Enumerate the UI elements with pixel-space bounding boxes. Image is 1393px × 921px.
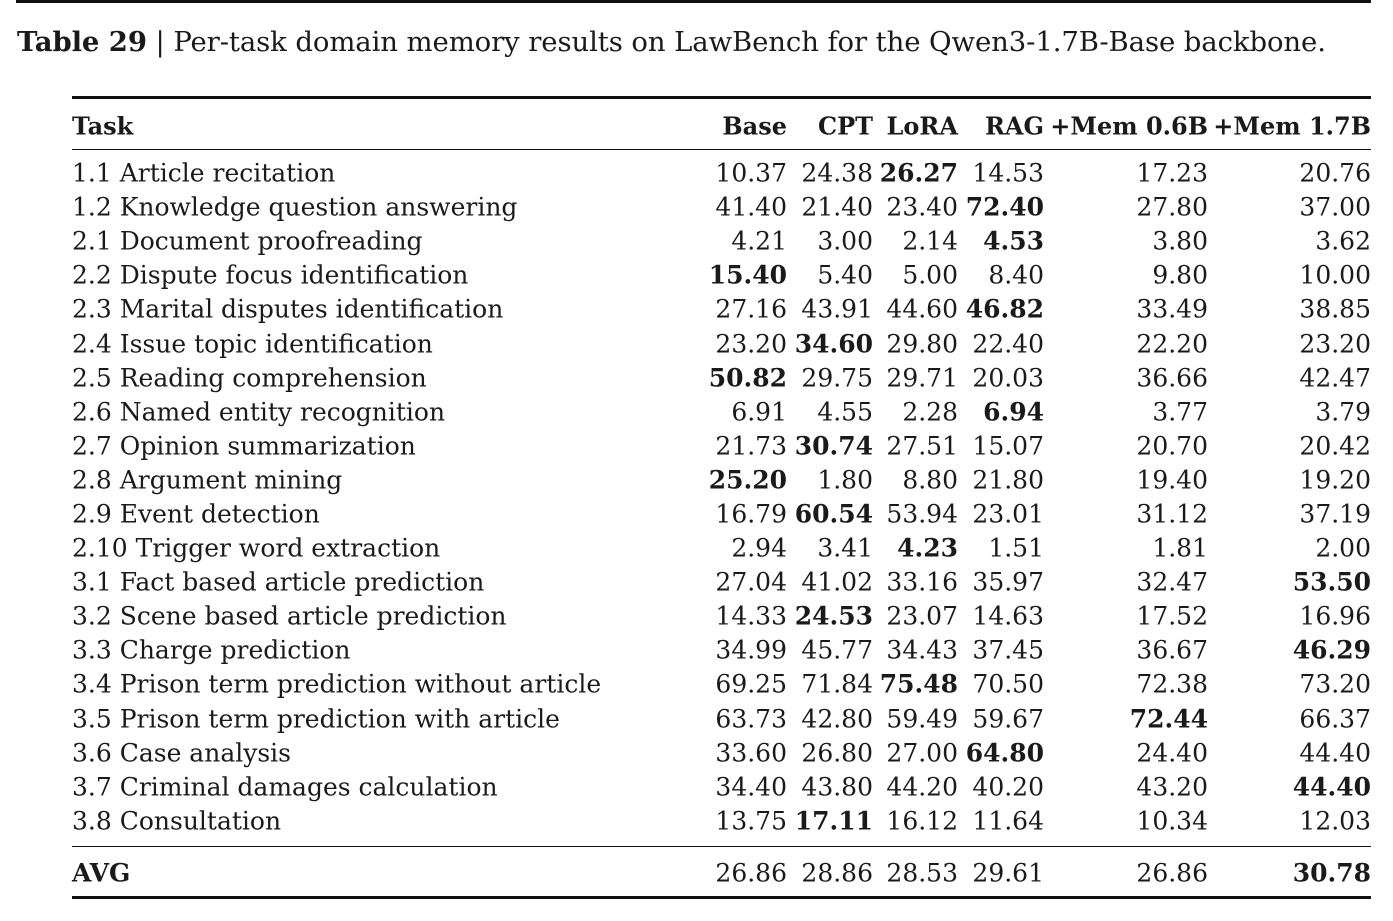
- cell-rag: 59.67: [972, 704, 1044, 734]
- task-name: 3.5 Prison term prediction with article: [72, 704, 560, 734]
- task-name: 2.5 Reading comprehension: [72, 363, 427, 393]
- cell-mem-17b: 44.40: [1299, 738, 1371, 768]
- table-row: [72, 633, 1371, 667]
- table-row: [72, 736, 1371, 770]
- cell-base: 15.40: [708, 260, 787, 290]
- cell-mem-06b: 3.77: [1152, 397, 1208, 427]
- cell-rag: 4.53: [983, 226, 1044, 256]
- cell-base: 34.99: [715, 635, 787, 665]
- cell-lora: 2.14: [902, 226, 958, 256]
- avg-label: AVG: [72, 858, 131, 888]
- cell-base: 23.20: [715, 329, 787, 359]
- cell-mem-06b: 10.34: [1136, 806, 1208, 836]
- header-cpt: CPT: [817, 111, 873, 141]
- task-name: 2.7 Opinion summarization: [72, 431, 416, 461]
- cell-lora: 8.80: [902, 465, 958, 495]
- task-name: 2.6 Named entity recognition: [72, 397, 446, 427]
- cell-cpt: 30.74: [794, 431, 873, 461]
- results-table: [72, 96, 1371, 899]
- cell-rag: 23.01: [972, 499, 1044, 529]
- cell-rag: 11.64: [972, 806, 1044, 836]
- cell-base: 13.75: [715, 806, 787, 836]
- cell-rag: 8.40: [988, 260, 1044, 290]
- cell-mem-17b: 73.20: [1299, 669, 1371, 699]
- cell-lora: 59.49: [886, 704, 958, 734]
- top-rule: [16, 0, 1371, 3]
- table-row: [72, 326, 1371, 360]
- cell-mem-06b: 24.40: [1136, 738, 1208, 768]
- table-row: [72, 224, 1371, 258]
- table-row: [72, 292, 1371, 326]
- table-row: [72, 599, 1371, 633]
- cell-cpt: 1.80: [817, 465, 873, 495]
- cell-rag: 14.53: [972, 158, 1044, 188]
- cell-mem-17b: 20.76: [1299, 158, 1371, 188]
- avg-mem-06b: 26.86: [1136, 858, 1208, 888]
- cell-cpt: 43.91: [801, 294, 873, 324]
- caption-text: Per-task domain memory results on LawBench for the Qwen3-1.7B-Base backbone.: [173, 26, 1326, 58]
- cell-mem-06b: 19.40: [1136, 465, 1208, 495]
- cell-rag: 1.51: [988, 533, 1044, 563]
- cell-mem-06b: 22.20: [1136, 329, 1208, 359]
- table-row: [72, 395, 1371, 429]
- table-row: [72, 258, 1371, 292]
- cell-mem-17b: 37.19: [1299, 499, 1371, 529]
- cell-cpt: 24.38: [801, 158, 873, 188]
- cell-base: 27.04: [715, 567, 787, 597]
- table-row: [72, 497, 1371, 531]
- task-name: 2.8 Argument mining: [72, 465, 343, 495]
- cell-cpt: 71.84: [801, 669, 873, 699]
- cell-mem-06b: 27.80: [1136, 192, 1208, 222]
- task-name: 3.1 Fact based article prediction: [72, 567, 485, 597]
- cell-mem-06b: 36.66: [1136, 363, 1208, 393]
- table-body: [72, 156, 1371, 838]
- cell-mem-17b: 20.42: [1299, 431, 1371, 461]
- cell-mem-06b: 17.23: [1136, 158, 1208, 188]
- cell-base: 14.33: [715, 601, 787, 631]
- header-rag: RAG: [984, 111, 1044, 141]
- cell-mem-17b: 53.50: [1292, 567, 1371, 597]
- table-row: [72, 667, 1371, 701]
- task-name: 2.9 Event detection: [72, 499, 320, 529]
- avg-lora: 28.53: [886, 858, 958, 888]
- header-task: Task: [72, 111, 134, 141]
- table-header-row: [72, 99, 1371, 149]
- cell-rag: 22.40: [972, 329, 1044, 359]
- cell-mem-17b: 37.00: [1299, 192, 1371, 222]
- task-name: 2.4 Issue topic identification: [72, 329, 433, 359]
- cell-lora: 4.23: [897, 533, 958, 563]
- cell-cpt: 3.41: [817, 533, 873, 563]
- task-name: 3.6 Case analysis: [72, 738, 291, 768]
- cell-lora: 33.16: [886, 567, 958, 597]
- cell-base: 10.37: [715, 158, 787, 188]
- cell-lora: 29.80: [886, 329, 958, 359]
- cell-cpt: 4.55: [817, 397, 873, 427]
- cell-cpt: 29.75: [801, 363, 873, 393]
- task-name: 3.8 Consultation: [72, 806, 282, 836]
- cell-mem-06b: 3.80: [1152, 226, 1208, 256]
- cell-lora: 44.60: [886, 294, 958, 324]
- cell-base: 21.73: [715, 431, 787, 461]
- cell-lora: 27.51: [886, 431, 958, 461]
- table-row: [72, 804, 1371, 838]
- cell-mem-17b: 19.20: [1299, 465, 1371, 495]
- table-row: [72, 463, 1371, 497]
- cell-mem-06b: 43.20: [1136, 772, 1208, 802]
- table-row: [72, 565, 1371, 599]
- cell-cpt: 42.80: [801, 704, 873, 734]
- caption-label: Table 29: [17, 26, 147, 58]
- cell-mem-17b: 38.85: [1299, 294, 1371, 324]
- header-mem-06b: +Mem 0.6B: [1050, 111, 1208, 141]
- cell-rag: 72.40: [965, 192, 1044, 222]
- cell-mem-06b: 17.52: [1136, 601, 1208, 631]
- cell-lora: 75.48: [879, 669, 958, 699]
- cell-base: 50.82: [708, 363, 787, 393]
- cell-base: 63.73: [715, 704, 787, 734]
- cell-base: 69.25: [715, 669, 787, 699]
- header-lora: LoRA: [886, 111, 958, 141]
- table-bottom-rule: [72, 896, 1371, 899]
- cell-rag: 20.03: [972, 363, 1044, 393]
- table-row: [72, 531, 1371, 565]
- cell-lora: 44.20: [886, 772, 958, 802]
- cell-mem-17b: 42.47: [1299, 363, 1371, 393]
- table-row: [72, 156, 1371, 190]
- table-caption: [17, 26, 1326, 58]
- avg-cpt: 28.86: [801, 858, 873, 888]
- cell-base: 41.40: [715, 192, 787, 222]
- avg-mem-17b: 30.78: [1292, 858, 1371, 888]
- cell-lora: 16.12: [886, 806, 958, 836]
- cell-rag: 40.20: [972, 772, 1044, 802]
- task-name: 2.2 Dispute focus identification: [72, 260, 469, 290]
- cell-mem-06b: 20.70: [1136, 431, 1208, 461]
- cell-mem-06b: 9.80: [1152, 260, 1208, 290]
- cell-mem-17b: 3.62: [1315, 226, 1371, 256]
- cell-base: 16.79: [715, 499, 787, 529]
- cell-lora: 27.00: [886, 738, 958, 768]
- cell-lora: 34.43: [886, 635, 958, 665]
- cell-lora: 2.28: [902, 397, 958, 427]
- task-name: 2.3 Marital disputes identification: [72, 294, 504, 324]
- avg-rag: 29.61: [972, 858, 1044, 888]
- cell-lora: 53.94: [886, 499, 958, 529]
- cell-cpt: 45.77: [801, 635, 873, 665]
- table-row: [72, 770, 1371, 804]
- cell-rag: 64.80: [965, 738, 1044, 768]
- table-row: [72, 361, 1371, 395]
- cell-mem-17b: 3.79: [1315, 397, 1371, 427]
- header-mem-17b: +Mem 1.7B: [1213, 111, 1371, 141]
- cell-cpt: 17.11: [794, 806, 873, 836]
- cell-cpt: 26.80: [801, 738, 873, 768]
- cell-cpt: 43.80: [801, 772, 873, 802]
- cell-mem-06b: 1.81: [1152, 533, 1208, 563]
- cell-mem-06b: 31.12: [1136, 499, 1208, 529]
- cell-mem-17b: 16.96: [1299, 601, 1371, 631]
- cell-rag: 37.45: [972, 635, 1044, 665]
- cell-base: 25.20: [708, 465, 787, 495]
- cell-cpt: 3.00: [817, 226, 873, 256]
- cell-mem-17b: 23.20: [1299, 329, 1371, 359]
- table-row: [72, 702, 1371, 736]
- task-name: 2.10 Trigger word extraction: [72, 533, 441, 563]
- cell-rag: 14.63: [972, 601, 1044, 631]
- cell-rag: 15.07: [972, 431, 1044, 461]
- cell-mem-17b: 10.00: [1299, 260, 1371, 290]
- cell-mem-17b: 44.40: [1292, 772, 1371, 802]
- task-name: 3.4 Prison term prediction without article: [72, 669, 602, 699]
- cell-cpt: 41.02: [801, 567, 873, 597]
- cell-mem-06b: 32.47: [1136, 567, 1208, 597]
- task-name: 1.1 Article recitation: [72, 158, 336, 188]
- cell-lora: 29.71: [886, 363, 958, 393]
- cell-rag: 21.80: [972, 465, 1044, 495]
- cell-cpt: 5.40: [817, 260, 873, 290]
- header-base: Base: [722, 111, 787, 141]
- cell-base: 2.94: [731, 533, 787, 563]
- cell-mem-17b: 2.00: [1315, 533, 1371, 563]
- cell-base: 6.91: [731, 397, 787, 427]
- cell-mem-06b: 72.44: [1129, 704, 1208, 734]
- cell-lora: 26.27: [879, 158, 958, 188]
- cell-cpt: 34.60: [794, 329, 873, 359]
- task-name: 1.2 Knowledge question answering: [72, 192, 518, 222]
- cell-mem-17b: 46.29: [1292, 635, 1371, 665]
- cell-lora: 23.07: [886, 601, 958, 631]
- cell-lora: 23.40: [886, 192, 958, 222]
- task-name: 3.3 Charge prediction: [72, 635, 351, 665]
- cell-mem-06b: 36.67: [1136, 635, 1208, 665]
- cell-rag: 35.97: [972, 567, 1044, 597]
- caption-separator: |: [146, 26, 174, 58]
- task-name: 2.1 Document proofreading: [72, 226, 423, 256]
- table-row: [72, 190, 1371, 224]
- cell-cpt: 24.53: [794, 601, 873, 631]
- cell-base: 4.21: [731, 226, 787, 256]
- cell-base: 34.40: [715, 772, 787, 802]
- cell-mem-06b: 33.49: [1136, 294, 1208, 324]
- cell-mem-17b: 12.03: [1299, 806, 1371, 836]
- cell-rag: 70.50: [972, 669, 1044, 699]
- cell-mem-17b: 66.37: [1299, 704, 1371, 734]
- avg-row: [72, 847, 1371, 896]
- cell-rag: 46.82: [965, 294, 1044, 324]
- cell-base: 27.16: [715, 294, 787, 324]
- cell-cpt: 21.40: [801, 192, 873, 222]
- table-row: [72, 429, 1371, 463]
- cell-cpt: 60.54: [794, 499, 873, 529]
- task-name: 3.7 Criminal damages calculation: [72, 772, 498, 802]
- cell-rag: 6.94: [983, 397, 1044, 427]
- task-name: 3.2 Scene based article prediction: [72, 601, 507, 631]
- cell-lora: 5.00: [902, 260, 958, 290]
- cell-base: 33.60: [715, 738, 787, 768]
- cell-mem-06b: 72.38: [1136, 669, 1208, 699]
- avg-base: 26.86: [715, 858, 787, 888]
